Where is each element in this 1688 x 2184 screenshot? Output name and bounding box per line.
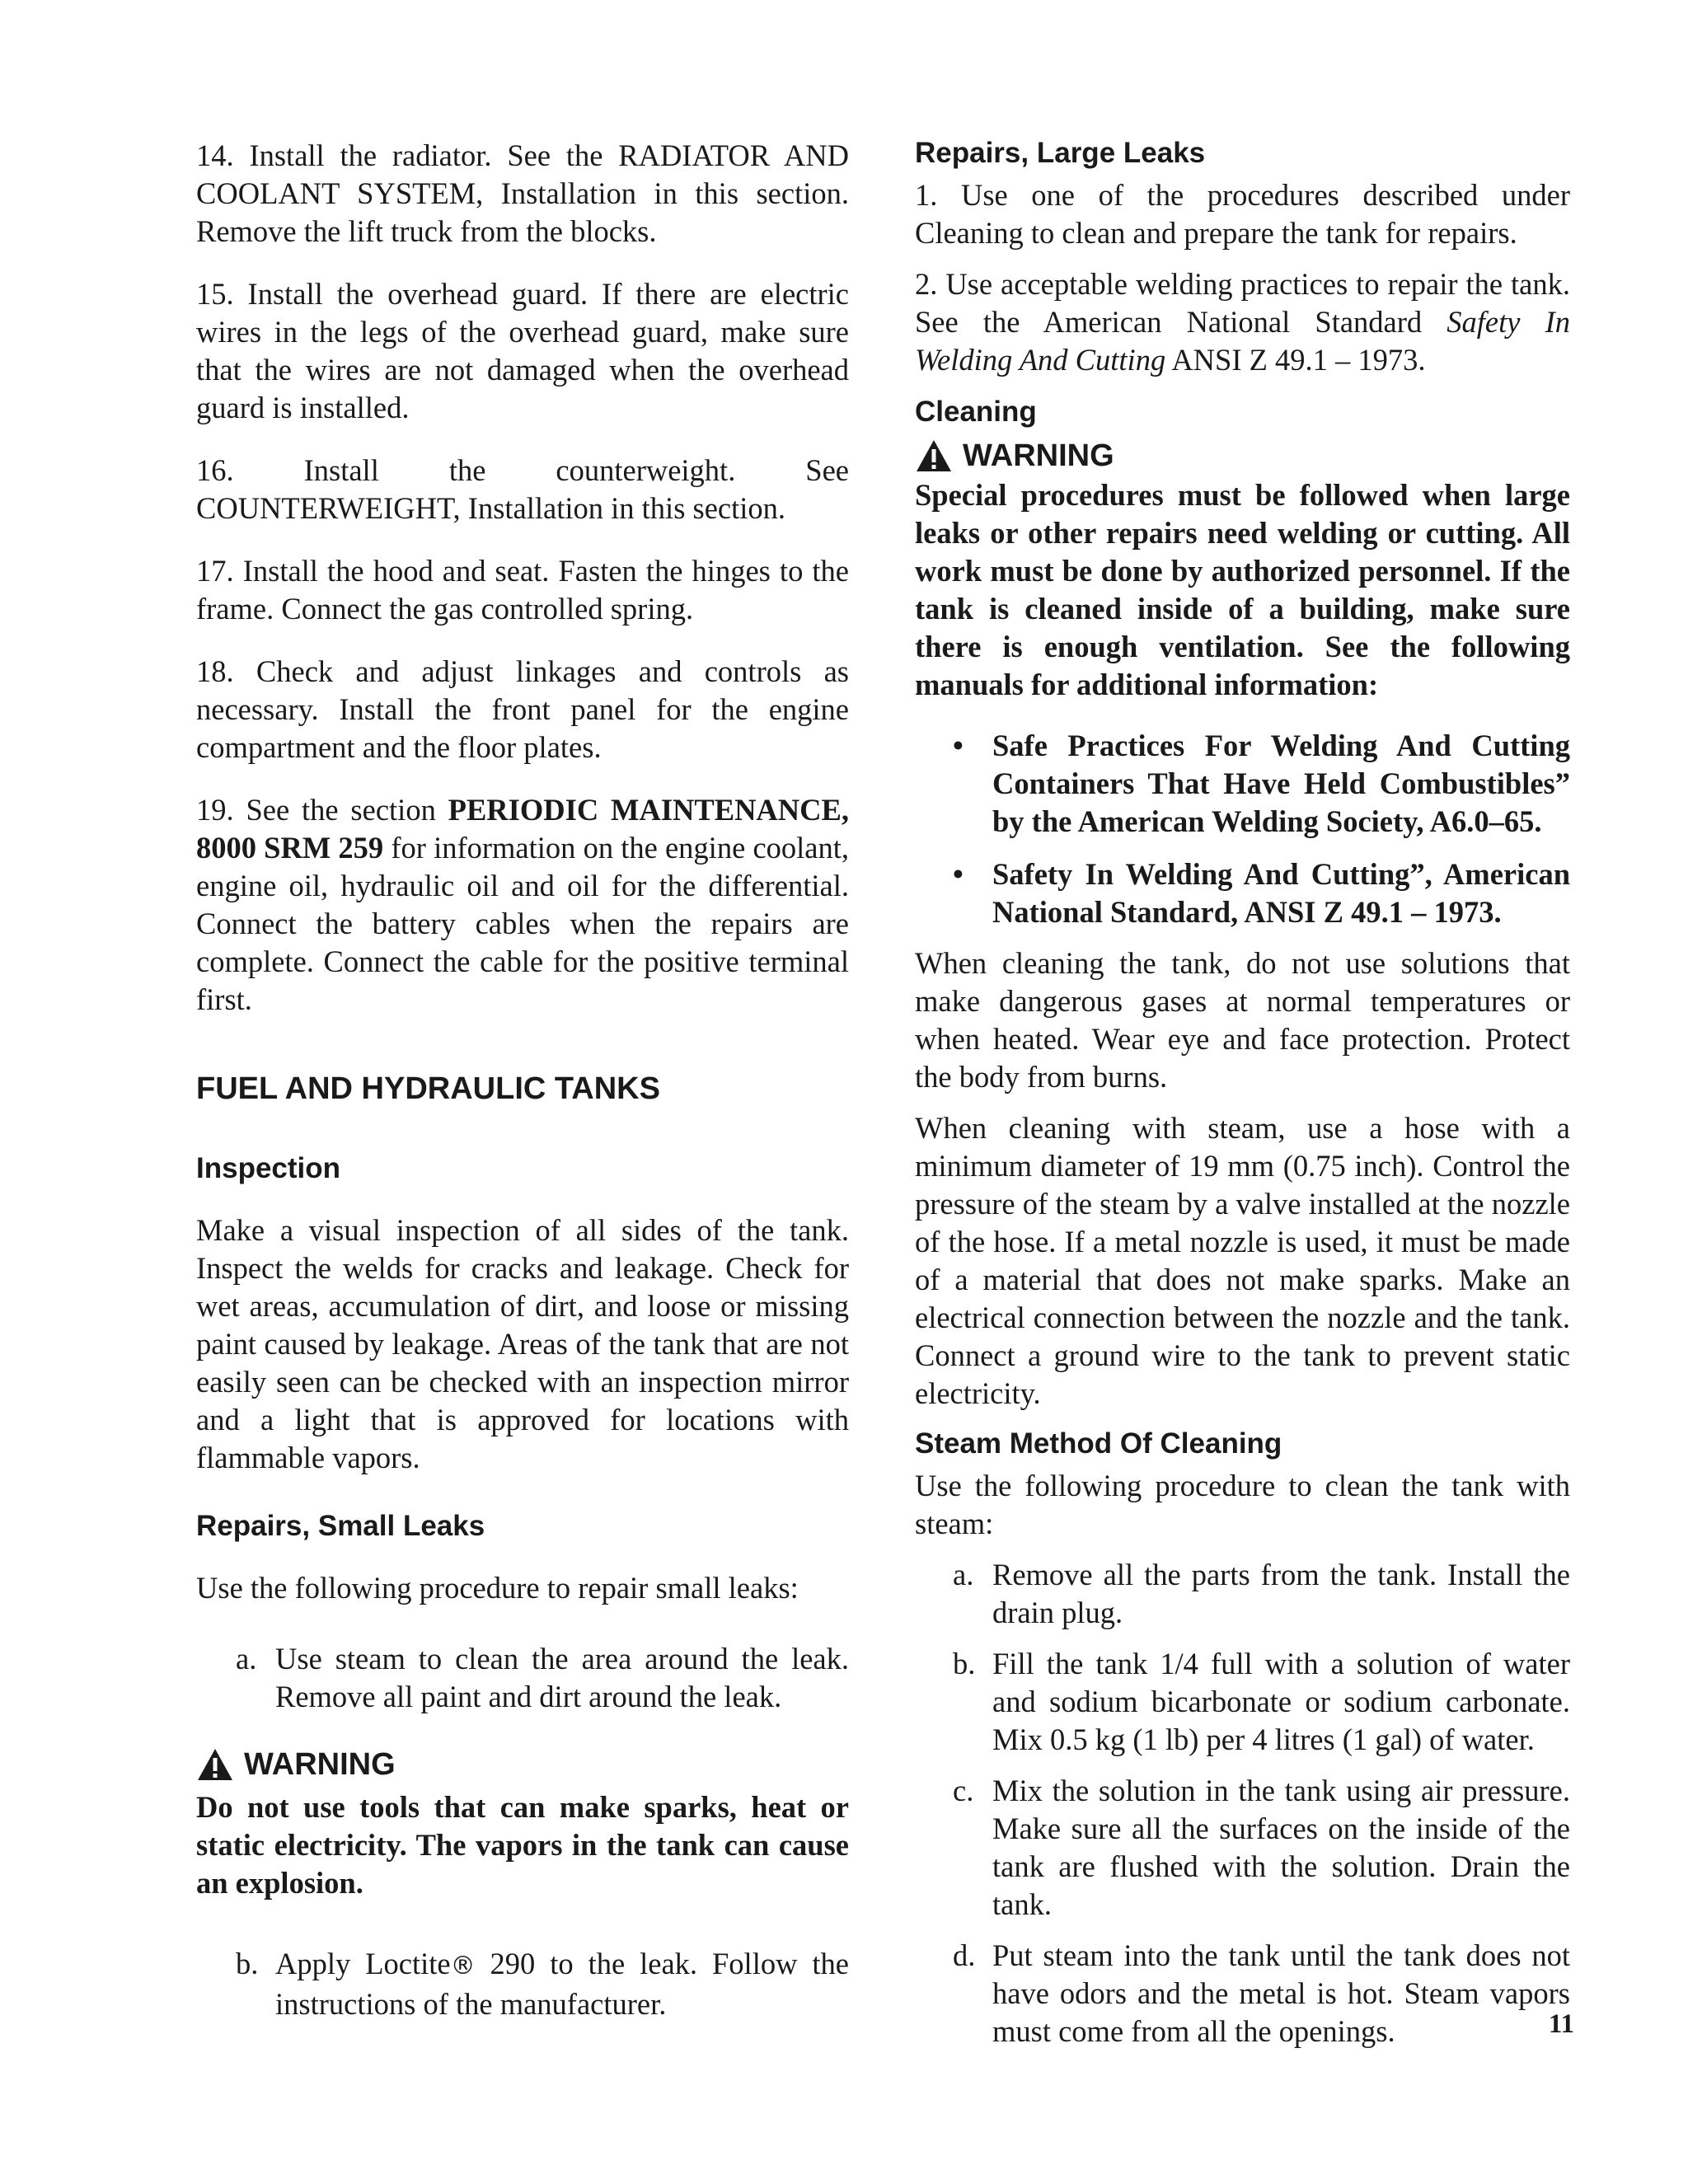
large-leaks-step-1: 1. Use one of the procedures described under Cleaning to clean and prepare the tank for repairs.: [915, 178, 1570, 250]
left-column: [196, 137, 849, 2023]
step-marker: d.: [953, 1938, 976, 1972]
small-leaks-heading: Repairs, Small Leaks: [196, 1510, 485, 1542]
step-b-prefix: Apply Loctite: [275, 1947, 451, 1980]
step-text: Use steam to clean the area around the leak. Remove all paint and dirt around the leak.: [275, 1642, 849, 1713]
large-2-suffix: ANSI Z 49.1 – 1973.: [1165, 343, 1426, 377]
warning-label: WARNING: [244, 1747, 396, 1782]
step-19-suffix: for information on the engine coolant, engine oil, hydraulic oil and oil for the differential. Connect the battery cables when the repairs are complete. Connect the cable for the positive terminal first.: [196, 831, 849, 1016]
page-number: 11: [1548, 2009, 1574, 2039]
bullet-text: Safe Practices For Welding And Cutting Containers That Have Held Combustibles” by the American Welding Society, A6.0–65.: [992, 729, 1570, 838]
step-16: 16. Install the counterweight. See COUNTERWEIGHT, Installation in this section.: [196, 453, 849, 525]
large-2-prefix: 2. Use acceptable welding practices to repair the tank. See the American National Standard: [915, 267, 1570, 339]
step-19-reference: PERIODIC MAINTENANCE, 8000 SRM 259: [196, 793, 849, 865]
steam-step-b: [915, 1645, 1570, 1759]
steam-step-a: [915, 1556, 1570, 1632]
step-19-prefix: 19. See the section: [196, 793, 448, 827]
step-marker: a.: [236, 1642, 257, 1675]
cleaning-paragraph-2: When cleaning with steam, use a hose with a minimum diameter of 19 mm (0.75 inch). Control the pressure of the steam by a valve installed at the nozzle of the hose. If a metal nozzle is used, it must be made of a material that does not make sparks. Make an electrical connection between the nozzle and the tank. Connect a ground wire to the tank to prevent static electricity.: [915, 1111, 1570, 1410]
step-17: 17. Install the hood and seat. Fasten the hinges to the frame. Connect the gas controlled spring.: [196, 554, 849, 626]
inspection-text: Make a visual inspection of all sides of the tank. Inspect the welds for cracks and leakage. Check for wet areas, accumulation of dirt, and loose or missing paint caused by leakage. Areas of the tank that are not easily seen can be checked with an inspection mirror and a light that is approved for locations with flammable vapors.: [196, 1213, 849, 1474]
bullet-text: Safety In Welding And Cutting”, American National Standard, ANSI Z 49.1 – 1973.: [992, 857, 1570, 929]
reference-bullet: [915, 855, 1570, 931]
right-column: [915, 137, 1570, 2050]
step-text: [275, 1945, 849, 2023]
inspection-heading: Inspection: [196, 1152, 341, 1184]
warning-triangle-icon: [196, 1747, 234, 1782]
reference-bullet: [915, 727, 1570, 841]
steam-step-c: [915, 1772, 1570, 1924]
small-leak-step-a: [196, 1640, 849, 1716]
warning-header: [915, 437, 1570, 475]
large-leaks-heading: Repairs, Large Leaks: [915, 137, 1206, 169]
steam-step-d: [915, 1937, 1570, 2050]
steam-method-heading: Steam Method Of Cleaning: [915, 1427, 1282, 1460]
warning-header: [196, 1746, 849, 1783]
step-14: 14. Install the radiator. See the RADIATOR AND COOLANT SYSTEM, Installation in this section. Remove the lift truck from the blocks.: [196, 138, 849, 248]
cleaning-heading: Cleaning: [915, 396, 1037, 428]
steam-intro: Use the following procedure to clean the tank with steam:: [915, 1469, 1570, 1540]
large-leaks-step-2: [915, 265, 1570, 379]
section-title: FUEL AND HYDRAULIC TANKS: [196, 1071, 660, 1106]
bullet-dot: •: [953, 857, 964, 891]
step-text: Mix the solution in the tank using air pressure. Make sure all the surfaces on the inside of the tank are flushed with the solution. Drain the tank.: [992, 1774, 1570, 1921]
step-text: Put steam into the tank until the tank does not have odors and the metal is hot. Steam vapors must come from all the openings.: [992, 1938, 1570, 2048]
step-text: Fill the tank 1/4 full with a solution of water and sodium bicarbonate or sodium carbonate. Mix 0.5 kg (1 lb) per 4 litres (1 gal) of water.: [992, 1647, 1570, 1756]
step-marker: b.: [953, 1647, 976, 1680]
step-marker: b.: [236, 1947, 259, 1980]
bullet-dot: •: [953, 729, 964, 762]
step-marker: a.: [953, 1558, 974, 1591]
warning-text: Special procedures must be followed when large leaks or other repairs need welding or cutting. All work must be done by authorized personnel. If the tank is cleaned inside of a building, make sure there is enough ventilation. See the following manuals for additional information:: [915, 478, 1570, 701]
step-b-suffix: 290 to the leak. Follow the instructions of the manufacturer.: [275, 1947, 849, 2021]
standard-title: Safety In Welding And Cutting: [915, 305, 1571, 377]
step-text: Remove all the parts from the tank. Install the drain plug.: [992, 1558, 1570, 1629]
step-19: [196, 791, 849, 1019]
warning-label: WARNING: [963, 438, 1114, 473]
small-leak-step-b: [196, 1945, 849, 2023]
cleaning-paragraph-1: When cleaning the tank, do not use solutions that make dangerous gases at normal temperatures or when heated. Wear eye and face protection. Protect the body from burns.: [915, 946, 1570, 1094]
step-marker: c.: [953, 1774, 974, 1807]
step-15: 15. Install the overhead guard. If there are electric wires in the legs of the overhead guard, make sure that the wires are not damaged when the overhead guard is installed.: [196, 277, 849, 424]
warning-triangle-icon: [915, 438, 953, 473]
registered-symbol: ®: [450, 1952, 476, 1980]
step-18: 18. Check and adjust linkages and controls as necessary. Install the front panel for the engine compartment and the floor plates.: [196, 654, 849, 764]
warning-text: Do not use tools that can make sparks, heat or static electricity. The vapors in the tank can cause an explosion.: [196, 1790, 849, 1900]
small-leaks-intro: Use the following procedure to repair small leaks:: [196, 1571, 799, 1605]
